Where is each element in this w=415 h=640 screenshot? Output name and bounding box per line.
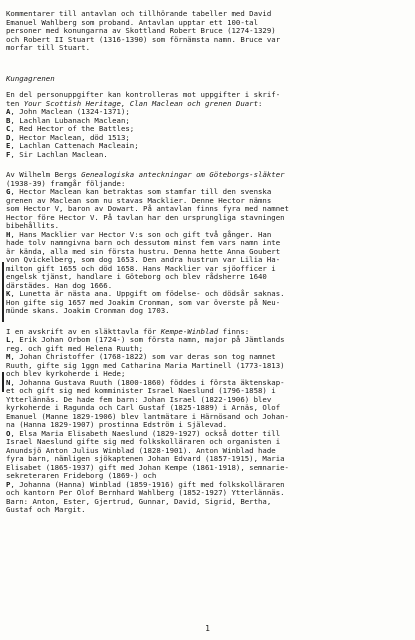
- bergs-line: Av Wilhelm Bergs Genealogiska anteckningar om Göteborgs-släkter: [6, 170, 285, 179]
- winblad-line: I en avskrift av en släkttavla för Kempe-Winblad finns:: [6, 326, 250, 336]
- winblad-paragraph: [6, 328, 408, 515]
- entry-l: L, Erik Johan Orbom (1724-) som första namn, major på Jämtlands: [6, 335, 285, 344]
- entry-n-line: kyrkoherde i Ragunda och Carl Gustaf (1825-1889) i Arnäs, Olof: [6, 403, 281, 412]
- entry-k-line: münde skans. Joakim Cronman dog 1703.: [6, 306, 170, 315]
- kunga-line: En del personuppgifter kan kontrolleras mot uppgifter i skrif-: [6, 90, 281, 99]
- entry-n-line: na (Hanna 1829-1907) prostinna Edström i Själevad.: [6, 420, 228, 429]
- entry-f: F, Sir Lachlan Maclean.: [6, 149, 108, 159]
- entry-n-line: et och gift sig med komminister Israel Naeslund (1796-1858) i: [6, 386, 276, 395]
- entry-k-line: Hon gifte sig 1657 med Joakim Cronman, som var överste på Neu-: [6, 297, 281, 307]
- winblad-ref-title: Kempe-Winblad: [160, 326, 219, 336]
- entry-h-line: engelsk tjänst, handlare i Göteborg och blev rådsherre 1640: [6, 272, 267, 281]
- entry-g-line: grenen av Maclean som nu stavas Macklier. Denne Hector nämns: [6, 195, 272, 205]
- entry-g: G, Hector Maclean kan betraktas som stamfar till den svenska: [6, 187, 272, 196]
- intro-line: Kommentarer till antavlan och tillhörande tabeller med David: [6, 9, 272, 18]
- document-page: [6, 10, 408, 515]
- entry-h-line: von Qvickelberg, som dog 1653. Den andra hustrun var Lilia Ha-: [6, 255, 281, 264]
- entry-p-line: Barn: Anton, Ester, Gjertrud, Gunnar, David, Sigrid, Bertha,: [6, 496, 272, 506]
- entry-o: O, Elsa Maria Elisabeth Naeslund (1829-1927) också dotter till: [6, 428, 281, 438]
- entry-p-line: Gustaf och Margit.: [6, 505, 86, 514]
- entry-h-line: är kända, alla med sin första hustru. Denna hette Anna Goubert: [6, 246, 281, 256]
- entry-g-line: som Hector V, baron av Dowart. På antavlan finns fyra med namnet: [6, 204, 289, 213]
- entry-h: H, Hans Macklier var Hector V:s son och gift två gånger. Han: [6, 229, 272, 239]
- entry-o-line: Anundsjö Anton Julius Winblad (1828-1901). Anton Winblad hade: [6, 445, 276, 455]
- bergs-paragraph: [6, 171, 408, 316]
- entry-n-line: Emanuel (Manne 1829-1906) blev lantmätare i Härnösand och Johan-: [6, 411, 289, 421]
- entry-g-line: bibehållits.: [6, 221, 60, 230]
- entry-o-line: Israel Naeslund gifte sig med folkskolläraren och organisten i: [6, 437, 281, 446]
- intro-line: personer med konungarna av Skottland Robert Bruce (1274-1329): [6, 26, 276, 35]
- entry-m-line: och blev kyrkoherde i Hede;: [6, 369, 126, 378]
- kunga-ref-line: ten Your Scottish Heritage, Clan Maclean och grenen Duart:: [6, 98, 263, 108]
- entry-m: M, Johan Christoffer (1768-1822) som var deras son tog namnet: [6, 352, 276, 361]
- bergs-line: (1938-39) framgår följande:: [6, 178, 126, 188]
- entry-c: C, Red Hector of the Battles;: [6, 124, 135, 133]
- margin-bar-l: [2, 372, 4, 392]
- intro-line: morfar till Stuart.: [6, 43, 91, 52]
- bergs-ref-title: Genealogiska anteckningar om Göteborgs-släkter: [81, 170, 285, 179]
- section-heading: Kungagrenen: [6, 73, 55, 83]
- entry-n: N, Johanna Gustava Ruuth (1800-1860) föddes i första äktenskap-: [6, 377, 285, 387]
- entry-h-line: hade tolv namngivna barn och dessutom minst fem vars namn inte: [6, 238, 281, 247]
- entry-o-line: fyra barn, nämligen sjökaptenen Johan Edvard (1857-1915), Maria: [6, 454, 285, 463]
- intro-paragraph: [6, 10, 408, 53]
- page-number: 1: [205, 624, 210, 633]
- entry-b: B, Lachlan Lubanach Maclean;: [6, 115, 130, 125]
- entry-h-line: milton gift 1655 och död 1658. Hans Macklier var sjöofficer i: [6, 263, 276, 273]
- entry-d: D, Hector Maclean, död 1513;: [6, 132, 130, 142]
- entry-o-line: sekreteraren Frideborg (1869-) och: [6, 471, 157, 480]
- entry-e: E, Lachlan Cattenach Macleain;: [6, 141, 139, 150]
- kunga-ref-title: Your Scottish Heritage, Clan Maclean och grenen Duart: [23, 98, 259, 108]
- entry-a: A, John Maclean (1324-1371);: [6, 107, 130, 116]
- entry-g-line: Hector före Hector V. På tavlan har den ursprungliga stavningen: [6, 212, 285, 222]
- entry-o-line: Elisabet (1865-1937) gift med Johan Kempe (1861-1918), semnarie-: [6, 462, 289, 472]
- intro-line: Emanuel Wahlberg som proband. Antavlan upptar ett 100-tal: [6, 17, 259, 27]
- entry-l-line: reg. och gift med Helena Ruuth;: [6, 343, 144, 353]
- entry-m-line: Ruuth, gifte sig 1ggn med Catharina Maria Martinell (1773-1813): [6, 360, 285, 370]
- kunga-paragraph: [6, 91, 408, 159]
- entry-n-line: Ytterlännäs. De hade fem barn: Johan Israel (1822-1906) blev: [6, 394, 272, 404]
- margin-bar-h: [2, 262, 4, 322]
- entry-p: P, Johanna (Hanna) Winblad (1859-1916) gift med folkskolläraren: [6, 479, 285, 489]
- intro-line: och Robert II Stuart (1316-1390) som förnämsta namn. Bruce var: [6, 34, 281, 44]
- entry-p-line: och kantorn Per Olof Bernhard Wahlberg (1852-1927) Ytterlännäs.: [6, 488, 285, 497]
- entry-h-line: därstädes. Han dog 1666.: [6, 280, 113, 290]
- entry-k: K, Lunetta är nästa ana. Uppgift om födelse- och dödsår saknas.: [6, 289, 285, 298]
